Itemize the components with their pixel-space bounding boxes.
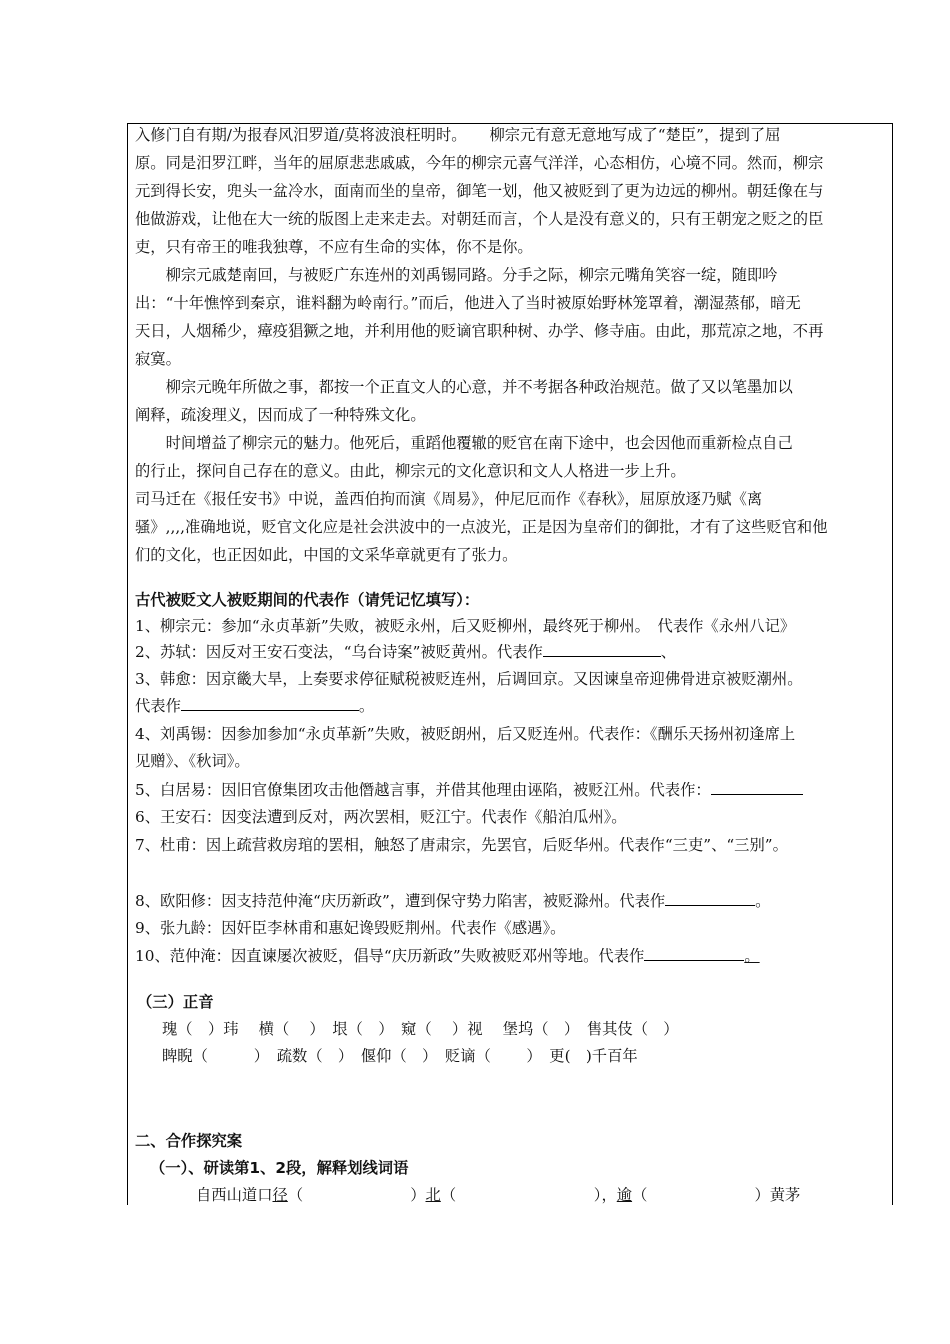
essay-line: 时间增益了柳宗元的魅力。他死后，重蹈他覆辙的贬官在南下途中，也会因他而重新检点自己: [135, 434, 793, 452]
list-item-text: 代表作: [135, 697, 181, 715]
list-item: [135, 946, 889, 966]
worksheet-frame: [127, 123, 893, 1205]
answer-paren[interactable]: （ ）: [632, 1186, 770, 1204]
list-item: [135, 642, 889, 662]
essay-line: 骚》,,,,准确地说，贬官文化应是社会洪波中的一点波光，正是因为皇帝们的御批，才有了这些贬官和他: [135, 518, 828, 536]
pinyin-row: 睥睨（ ） 疏数（ ） 偃仰（ ） 贬谪（ ） 更( )千百年: [162, 1047, 638, 1065]
exercise-text: ，: [601, 1186, 617, 1204]
answer-paren[interactable]: （ ）: [287, 1186, 426, 1204]
list-item-end: 。: [744, 947, 760, 965]
answer-blank[interactable]: [665, 891, 755, 906]
underlined-word: 北: [425, 1186, 441, 1204]
list-item: [135, 696, 889, 716]
essay-line: 柳宗元晚年所做之事，都按一个正直文人的心意，并不考据各种政治规范。做了又以笔墨加以: [135, 378, 793, 396]
pinyin-title: （三）正音: [137, 993, 214, 1011]
essay-line: 他做游戏，让他在大一统的版图上走来走去。对朝廷而言，个人是没有意义的，只有王朝宠之贬之的臣: [135, 210, 824, 228]
list-item: 3、韩愈：因京畿大旱，上奏要求停征赋税被贬连州，后调回京。又因谏皇帝迎佛骨进京被贬潮州。: [135, 670, 803, 688]
list-title: 古代被贬文人被贬期间的代表作（请凭记忆填写）：: [135, 591, 480, 609]
essay-line: 吏，只有帝王的唯我独尊，不应有生命的实体，你不是你。: [135, 238, 533, 256]
essay-line: 柳宗元戚楚南回，与被贬广东连州的刘禹锡同路。分手之际，柳宗元嘴角笑容一绽，随即吟: [135, 266, 778, 284]
list-item-end: 。: [358, 697, 375, 715]
exercise-line: [196, 1185, 886, 1205]
list-item-text: 10、范仲淹：因直谏屡次被贬，倡导“庆历新政”失败被贬邓州等地。代表作: [135, 947, 645, 965]
list-item: 见赠》、《秋词》。: [135, 752, 250, 770]
list-item: 9、张九龄：因奸臣李林甫和惠妃谗毁贬荆州。代表作《感遇》。: [135, 919, 566, 937]
list-item-end: 、: [660, 643, 677, 661]
list-item-text: 8、欧阳修：因支持范仲淹“庆历新政”，遭到保守势力陷害，被贬滁州。代表作: [135, 892, 666, 910]
list-item: [135, 780, 889, 800]
list-item-end: 。: [755, 892, 771, 910]
essay-line: 入修门自有期/为报春风汨罗道/莫将波浪枉明时。 柳宗元有意无意地写成了“楚臣”，提到了屈: [135, 126, 781, 144]
answer-blank[interactable]: [543, 642, 661, 657]
list-item: [135, 891, 889, 911]
answer-paren[interactable]: （ ）: [440, 1186, 602, 1204]
essay-line: 元到得长安，兜头一盆冷水，面南而坐的皇帝，御笔一划，他又被贬到了更为边远的柳州。朝廷像在与: [135, 182, 824, 200]
essay-line: 出：“十年憔悴到秦京，谁料翻为岭南行。”而后，他进入了当时被原始野林笼罩着，潮湿蒸郁，暗无: [135, 294, 801, 312]
essay-line: 天日，人烟稀少，瘴疫猖獗之地，并利用他的贬谪官职种树、办学、修寺庙。由此，那荒凉之地，不再: [135, 322, 824, 340]
section-title: 二、合作探究案: [135, 1132, 243, 1150]
list-item-text: 2、苏轼：因反对王安石变法，“乌台诗案”被贬黄州。代表作: [135, 643, 543, 661]
essay-line: 寂寞。: [135, 350, 181, 368]
essay-line: 阐释，疏浚理义，因而成了一种特殊文化。: [135, 406, 426, 424]
pinyin-row: 瑰（ ）玮 横（ ） 垠（ ） 窥（ ）视 堡坞（ ） 售其伎（ ）: [162, 1020, 679, 1038]
list-item: 6、王安石：因变法遭到反对，两次罢相，贬江宁。代表作《船泊瓜州》。: [135, 808, 627, 826]
essay-line: 原。同是汨罗江畔，当年的屈原悲悲戚戚，今年的柳宗元喜气洋洋，心态相仿，心境不同。然而，柳宗: [135, 154, 824, 172]
essay-line: 司马迁在《报任安书》中说，盖西伯拘而演《周易》，仲尼厄而作《春秋》，屈原放逐乃赋《离: [135, 490, 763, 508]
exercise-text: 自西山道口: [196, 1186, 273, 1204]
section-subtitle: （一）、研读第1、2段，解释划线词语: [150, 1159, 409, 1177]
essay-line: 的行止，探问自己存在的意义。由此，柳宗元的文化意识和文人人格进一步上升。: [135, 462, 686, 480]
essay-line: 们的文化，也正因如此，中国的文采华章就更有了张力。: [135, 546, 518, 564]
list-item: 7、杜甫：因上疏营救房琯的罢相，触怒了唐肃宗，先罢官，后贬华州。代表作“三吏”、“三别”。: [135, 836, 788, 854]
answer-blank[interactable]: [181, 696, 359, 711]
list-item: 4、刘禹锡：因参加参加“永贞革新”失败，被贬朗州，后又贬连州。代表作：《酬乐天扬州初逢席上: [135, 725, 796, 743]
underlined-word: 逾: [616, 1186, 633, 1204]
list-item-text: 5、白居易：因旧官僚集团攻击他僭越言事，并借其他理由诬陷，被贬江州。代表作：: [135, 781, 711, 799]
list-item: 1、柳宗元：参加“永贞革新”失败，被贬永州，后又贬柳州，最终死于柳州。 代表作《永州八记》: [135, 617, 796, 635]
answer-blank[interactable]: [711, 780, 803, 795]
exercise-text: 黄茅: [769, 1186, 801, 1204]
underlined-word: 径: [272, 1186, 288, 1204]
answer-blank[interactable]: [644, 946, 744, 961]
